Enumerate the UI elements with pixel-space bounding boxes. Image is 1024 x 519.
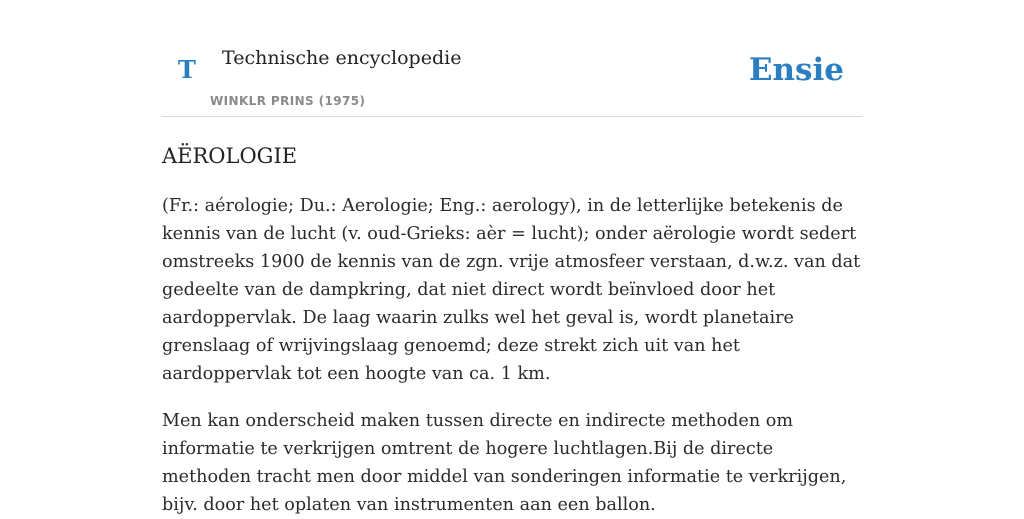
ensie-brand-logo[interactable]: Ensie xyxy=(748,52,844,88)
entry-paragraph: (Fr.: aérologie; Du.: Aerologie; Eng.: aerology), in de letterlijke betekenis de kennis van de lucht (v. oud-Grieks: aèr = lucht); onder aërologie wordt sedert omstreeks 1900 de kennis van de zgn. vrije atmosfeer verstaan, d.w.z. van dat gedeelte van de dampkring, dat niet direct wordt beïnvloed door het aardoppervlak. De laag waarin zulks wel het geval is, wordt planetaire grenslaag of wrijvingslaag genoemd; deze strekt zich uit van het aardoppervlak tot een hoogte van ca. 1 km. xyxy=(162,196,861,384)
document-page xyxy=(162,0,862,519)
entry-paragraph: Men kan onderscheid maken tussen directe en indirecte methoden om informatie te verkrijgen omtrent de hogere luchtlagen.Bij de directe methoden tracht men door middel van sonderingen informatie te verkrijgen, bijv. door het oplaten van instrumenten aan een ballon. xyxy=(162,411,847,515)
encyclopedia-title-link[interactable]: Technische encyclopedie xyxy=(222,47,462,69)
entry-title: AËROLOGIE xyxy=(162,144,298,168)
source-label: WINKLR PRINS (1975) xyxy=(210,94,366,108)
encyclopedia-logo[interactable]: T xyxy=(178,55,196,84)
page-header xyxy=(162,0,862,117)
